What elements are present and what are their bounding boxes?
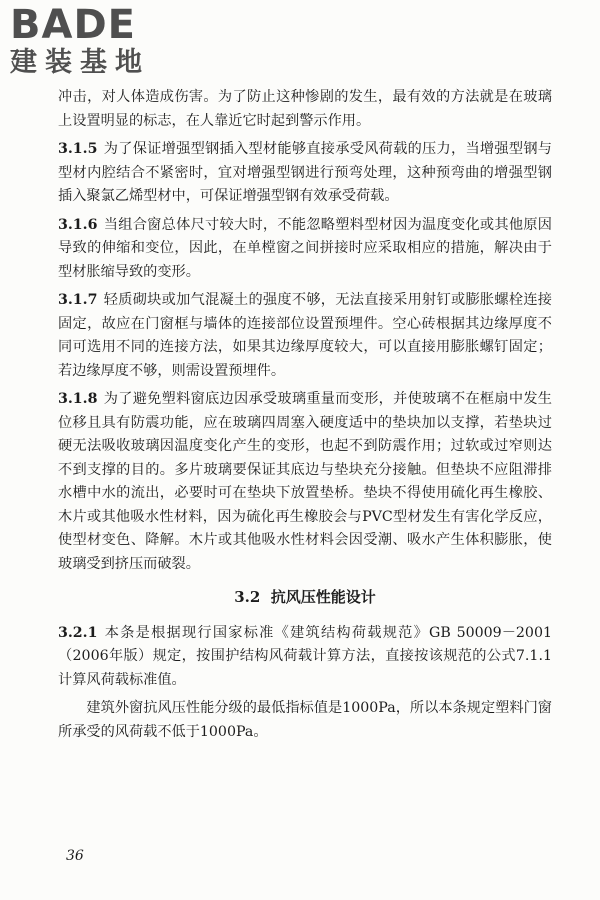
clause-number: 3.1.8 bbox=[58, 391, 98, 407]
clause-3-1-7 bbox=[58, 289, 552, 383]
clause-3-1-6 bbox=[58, 214, 552, 285]
clause-text: 为了保证增强型钢插入型材能够直接承受风荷载的压力，当增强型钢与型材内腔结合不紧密时，宜对增强型钢进行预弯处理，这种预弯曲的增强型钢插入聚氯乙烯型材中，可保证增强型钢有效承受荷载。 bbox=[58, 141, 552, 204]
page-number: 36 bbox=[66, 848, 84, 864]
document-body bbox=[58, 86, 552, 749]
section-heading bbox=[58, 586, 552, 610]
clause-3-2-1-followup: 建筑外窗抗风压性能分级的最低指标值是1000Pa，所以本条规定塑料门窗所承受的风荷载不低于1000Pa。 bbox=[58, 700, 552, 740]
clause-number: 3.1.5 bbox=[58, 141, 98, 157]
clause-text: 轻质砌块或加气混凝土的强度不够，无法直接采用射钉或膨胀螺栓连接固定，故应在门窗框与墙体的连接部位设置预埋件。空心砖根据其边缘厚度不同可选用不同的连接方法，如果其边缘厚度较大，可以直接用膨胀螺钉固定；若边缘厚度不够，则需设置预埋件。 bbox=[58, 292, 552, 379]
clause-text: 当组合窗总体尺寸较大时，不能忽略塑料型材因为温度变化或其他原因导致的伸缩和变位，因此，在单樘窗之间拼接时应采取相应的措施，解决由于型材胀缩导致的变形。 bbox=[58, 216, 552, 280]
logo-subtitle: 建装基地 bbox=[10, 47, 150, 78]
clause-number: 3.1.6 bbox=[58, 216, 98, 233]
clause-3-1-8 bbox=[58, 388, 552, 576]
clause-number: 3.1.7 bbox=[58, 292, 98, 308]
bade-logo bbox=[10, 4, 185, 78]
section-title: 抗风压性能设计 bbox=[270, 588, 376, 606]
section-number: 3.2 bbox=[234, 588, 261, 606]
intro-paragraph: 冲击，对人体造成伤害。为了防止这种惨剧的发生，最有效的方法就是在玻璃上设置明显的标志，在人靠近它时起到警示作用。 bbox=[58, 89, 552, 129]
clause-3-2-1 bbox=[58, 622, 552, 693]
logo-wordmark: BADE bbox=[10, 2, 136, 48]
clause-number: 3.2.1 bbox=[58, 624, 98, 641]
clause-3-1-5 bbox=[58, 138, 552, 209]
clause-text: 本条是根据现行国家标准《建筑结构荷载规范》GB 50009－2001（2006年版）规定，按围护结构风荷载计算方法，直接按该规范的公式7.1.1计算风荷载标准值。 bbox=[58, 624, 552, 688]
clause-text: 为了避免塑料窗底边因承受玻璃重量而变形，并使玻璃不在框扇中发生位移且具有防震功能，应在玻璃四周塞入硬度适中的垫块加以支撑，若垫块过硬无法吸收玻璃因温度变化产生的变形，也起不到防震作用；过软或过窄则达不到支撑的目的。多片玻璃要保证其底边与垫块充分接触。但垫块不应阻滞排水槽中水的流出，必要时可在垫块下放置垫桥。垫块不得使用硫化再生橡胶、木片或其他吸水性材料，因为硫化再生橡胶会与PVC型材发生有害化学反应，使型材变色、降解。木片或其他吸水性材料会因受潮、吸水产生体积膨胀，使玻璃受到挤压而破裂。 bbox=[58, 391, 552, 572]
